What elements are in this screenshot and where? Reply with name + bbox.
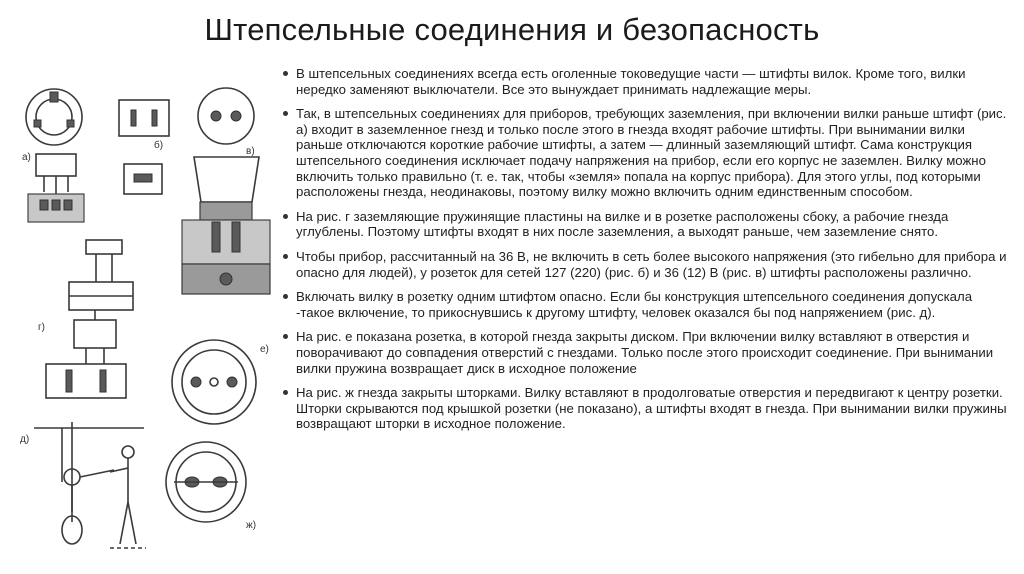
plug-b-side-drawing — [124, 164, 162, 194]
figure-label-a: а) — [22, 152, 31, 163]
bullet-item: Чтобы прибор, рассчитанный на 36 В, не включить в сеть более высокого напряжения (это гибельно для прибора и опасно для людей), у розеток для сетей 127 (220) (рис. б) и 36 (12) В (рис. в) штифты расположены различно. — [282, 249, 1010, 280]
socket-b-drawing — [119, 100, 169, 151]
figure-label-e: е) — [260, 344, 269, 355]
plug-d-drawing — [38, 310, 126, 398]
illustration-svg — [14, 82, 284, 567]
text-content — [282, 66, 1010, 570]
figure-label-g: г) — [38, 322, 45, 333]
person-shock-drawing — [20, 422, 146, 548]
socket-zh-drawing — [166, 442, 256, 531]
plug-a-side-drawing — [22, 152, 84, 222]
socket-c-drawing — [198, 88, 255, 157]
figure-label-d: д) — [20, 434, 30, 445]
socket-e-drawing — [172, 340, 269, 424]
plug-g-drawing — [182, 157, 270, 294]
bullet-item: На рис. е показана розетка, в которой гнезда закрыты диском. При включении вилку вставляют в отверстия и поворачивают до совпадения отверстий с гнездами. Только после этого происходит соединение. При вынимании вилки пружина возвращает диск в исходное положение — [282, 329, 1010, 376]
figure-label-zh: ж) — [246, 520, 257, 531]
slide-title: Штепсельные соединения и безопасность — [204, 12, 820, 47]
plug-socket-illustration — [14, 82, 284, 567]
bullet-list — [282, 66, 1010, 432]
bullet-item: Включать вилку в розетку одним штифтом опасно. Если бы конструкция штепсельного соединения допускала -такое включение, то прикоснувшись к другому штифту, человек оказался бы под напряжением (рис. д). — [282, 289, 1010, 320]
bullet-item: На рис. г заземляющие пружинящие пластины на вилке и в розетке расположены сбоку, а рабочие гнезда углублены. Поэтому штифты входят в них после заземления, а выходят раньше, чем заземление снято. — [282, 209, 1010, 240]
plug-long-pin-drawing — [69, 240, 133, 310]
figure-label-b: б) — [154, 140, 164, 151]
bullet-item: В штепсельных соединениях всегда есть оголенные токоведущие части — штифты вилок. Кроме того, вилки нередко заменяют выключатели. Все это вынуждает принимать надлежащие меры. — [282, 66, 1010, 97]
bullet-item: Так, в штепсельных соединениях для приборов, требующих заземления, при включении вилки раньше штифт (рис. а) входит в заземленное гнезд и только после этого в гнезда входят рабочие штифты. При вынимании вилки раньше отключаются короткие рабочие штифты, а затем — длинный заземляющий штифт. Сама конструкция штепсельного соединения исключает подачу напряжения на прибор, если его корпус не заземлен. Вилку можно включить только правильно (т. е. так, чтобы «земля» попала на корпус прибора). Для этого углы, под которыми расположены гнезда, неодинаковы, поэтому вилку можно включить одним единственным способом. — [282, 106, 1010, 200]
socket-a-drawing — [26, 89, 82, 145]
bullet-item: На рис. ж гнезда закрыты шторками. Вилку вставляют в продолговатые отверстия и передвигают к центру розетки. Шторки скрываются под крышкой розетки (не показано), а штифты входят в гнезда. При вынимании вилки пружины возвращают шторки в исходное положение. — [282, 385, 1010, 432]
figure-label-c: в) — [246, 146, 255, 157]
